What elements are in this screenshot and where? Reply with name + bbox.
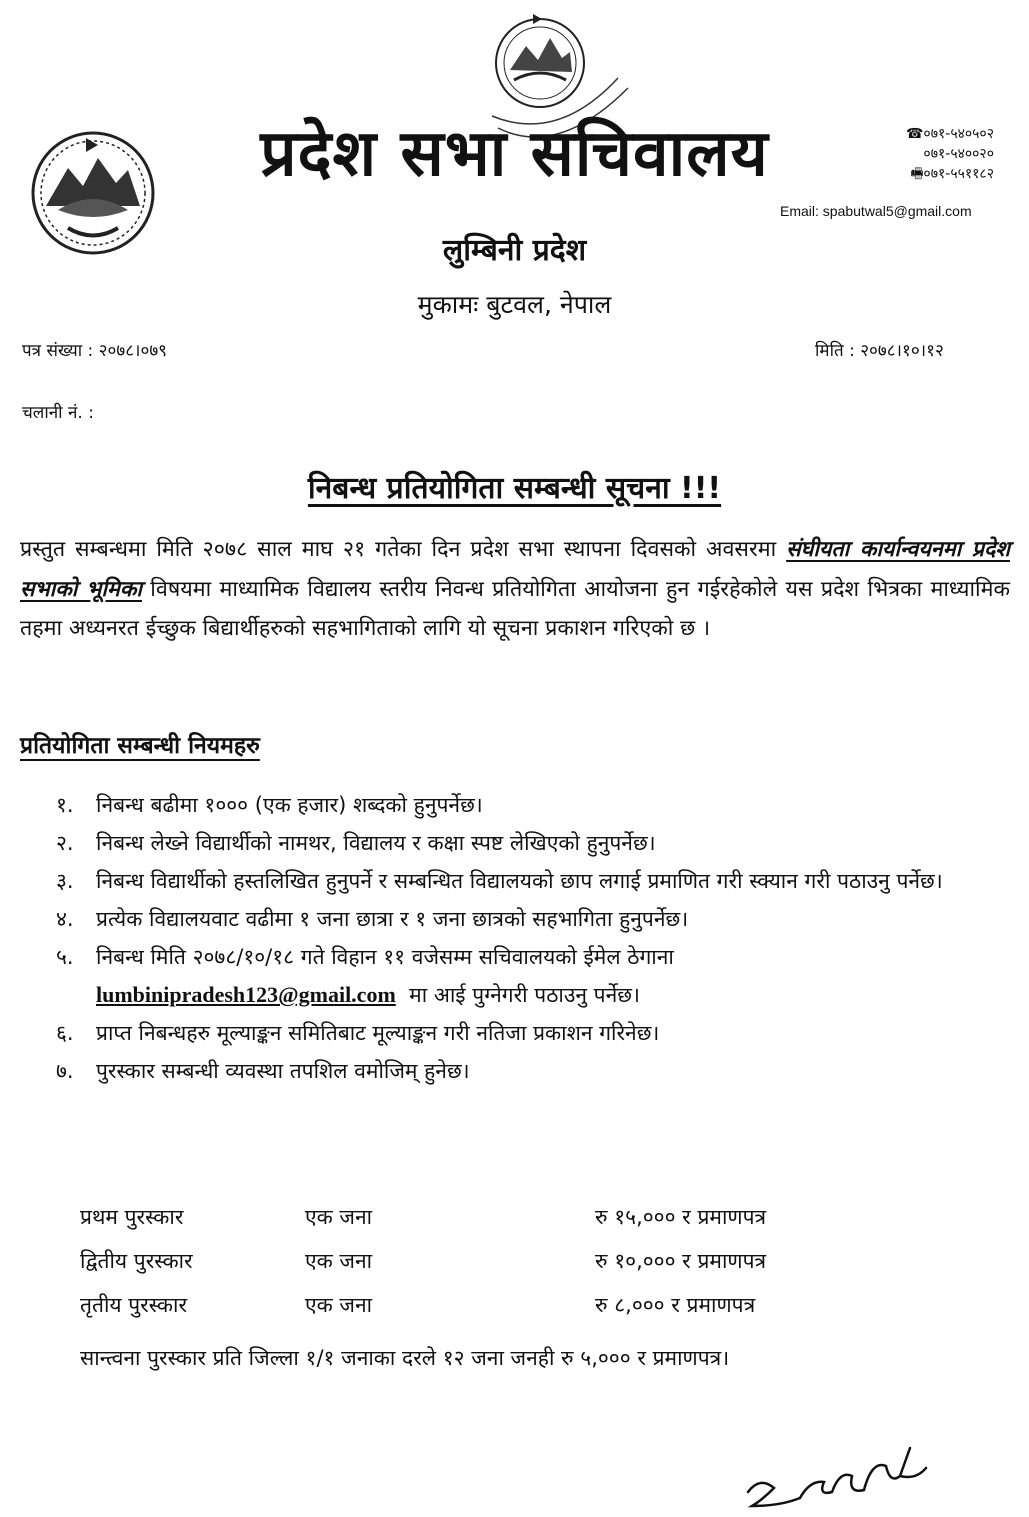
rule-text: निबन्ध विद्यार्थीको हस्तलिखित हुनुपर्ने र सम्बन्धित विद्यालयको छाप लगाई प्रमाणित गरी स्क्यान गरी पठाउनु पर्नेछ। [96,869,943,893]
letter-number: पत्र संख्या : २०७८।०७९ [22,341,168,361]
rule-text: निबन्ध लेख्ने विद्यार्थीको नामथर, विद्यालय र कक्षा स्पष्ट लेखिएको हुनुपर्नेछ। [96,831,656,855]
dispatch-number: चलानी नं. : [22,403,94,423]
rule-number: २. [56,831,74,855]
paragraph-rest: विषयमा माध्यामिक विद्यालय स्तरीय निवन्ध प्रतियोगिता आयोजना हुन गईरहेकोले यस प्रदेश भित्रका माध्यामिक तहमा अध्यनरत ईच्छुक बिद्यार्थीहरुको सहभागिताको लागि यो सूचना प्रकाशन गरिएको छ । [20,576,1010,641]
office-title: प्रदेश सभा सचिवालय [260,117,769,191]
notice-paragraph [20,530,1010,649]
prize-count: एक जना [305,1249,373,1273]
phone-icon: ☎ [905,126,924,142]
signature-icon [740,1440,930,1512]
rule-item [56,786,1001,824]
office-location: मुकामः बुटवल, नेपाल [417,290,612,319]
rule-text: प्राप्त निबन्धहरु मूल्याङ्कन समितिबाट मूल्याङ्कन गरी नतिजा प्रकाशन गरिनेछ। [96,1021,660,1045]
prize-count: एक जना [305,1205,373,1229]
rules-list [56,786,1001,1090]
rule-number: ७. [56,1059,74,1083]
fax-icon: 🖷 [910,166,924,182]
rule-text-continuation: मा आई पुग्नेगरी पठाउनु पर्नेछ। [409,983,640,1007]
rule-item [56,1014,1001,1052]
prize-table [80,1203,980,1335]
province-name: लुम्बिनी प्रदेश [442,233,587,268]
rule-item [56,862,1001,900]
prize-row [80,1291,980,1335]
prize-amount: रु १५,००० र प्रमाणपत्र [595,1205,767,1229]
prize-name: प्रथम पुरस्कार [80,1205,184,1229]
prize-count: एक जना [305,1293,373,1317]
phone-number-1: ०७१-५४०५०२ [923,126,994,142]
notice-title [0,466,1029,507]
rule-item [56,824,1001,862]
rule-number: ३. [56,869,74,893]
prize-name: तृतीय पुरस्कार [80,1293,188,1317]
contact-block [874,124,994,184]
rule-text: निबन्ध मिति २०७८/१०/१८ गते विहान ११ वजेसम्म सचिवालयको ईमेल ठेगाना [96,945,674,969]
rule-number: १. [56,793,74,817]
prize-row [80,1247,980,1291]
prize-amount: रु ८,००० र प्रमाणपत्र [595,1293,756,1317]
rule-item [56,900,1001,938]
rule-text: निबन्ध बढीमा १००० (एक हजार) शब्दको हुनुपर्नेछ। [96,793,483,817]
rules-heading: प्रतियोगिता सम्बन्धी नियमहरु [20,733,260,759]
rule-text: पुरस्कार सम्बन्धी व्यवस्था तपशिल वमोजिम् हुनेछ। [96,1059,470,1083]
rule-number: ६. [56,1021,74,1045]
rule-text: प्रत्येक विद्यालयवाट वढीमा १ जना छात्रा र १ जना छात्रको सहभागिता हुनुपर्नेछ। [96,907,689,931]
phone-number-2: ०७१-५४००२० [923,146,994,162]
letter-date: मिति : २०७८।१०।१२ [815,341,944,361]
rule-item [56,938,1001,1014]
essay-topic: संघीयता कार्यान्वयनमा प्रदेश सभाको भूमिका [20,537,1010,602]
rule-number: ४. [56,907,74,931]
consolation-prize: सान्त्वना पुरस्कार प्रति जिल्ला १/१ जनाका दरले १२ जना जनही रु ५,००० र प्रमाणपत्र। [80,1346,730,1370]
rule-item [56,1052,1001,1090]
notice-title-text: निबन्ध प्रतियोगिता सम्बन्धी सूचना !!! [307,471,722,506]
rule-number: ५. [56,945,74,969]
prize-row [80,1203,980,1247]
fax-number: ०७१-५५११८२ [923,166,994,182]
contact-email: Email: spabutwal5@gmail.com [780,203,972,219]
prize-name: द्वितीय पुरस्कार [80,1249,193,1273]
prize-amount: रु १०,००० र प्रमाणपत्र [595,1249,767,1273]
submission-email-link[interactable]: lumbinipradesh123@gmail.com [96,982,396,1007]
paragraph-intro: प्रस्तुत सम्बन्धमा मिति २०७८ साल माघ २१ गतेका दिन प्रदेश सभा स्थापना दिवसको अवसरमा [20,537,777,562]
